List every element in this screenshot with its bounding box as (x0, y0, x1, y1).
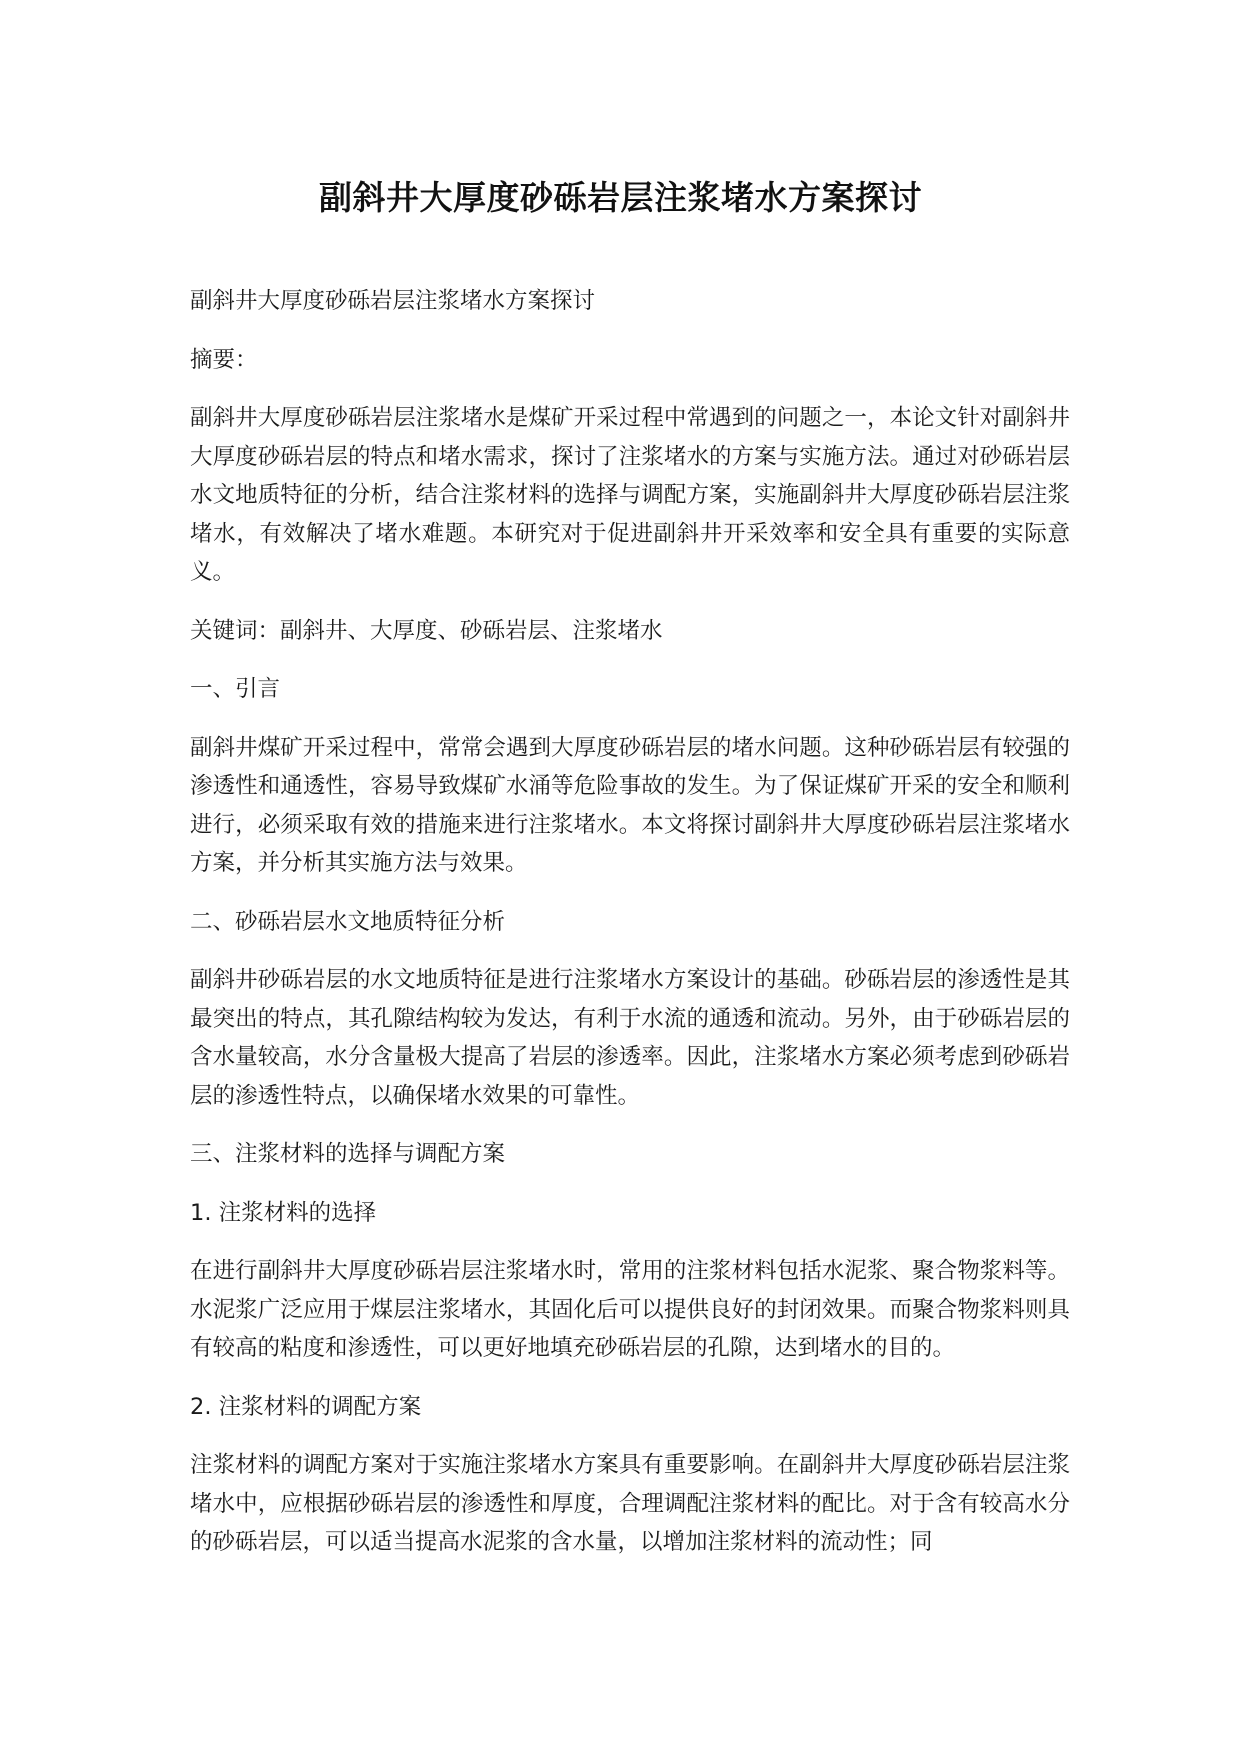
hydrogeology-paragraph: 副斜井砂砾岩层的水文地质特征是进行注浆堵水方案设计的基础。砂砾岩层的渗透性是其最突出的特点，其孔隙结构较为发达，有利于水流的通透和流动。另外，由于砂砾岩层的含水量较高，水分含量极大提高了岩层的渗透率。因此，注浆堵水方案必须考虑到砂砾岩层的渗透性特点，以确保堵水效果的可靠性。 (190, 967, 1070, 1109)
section-heading-hydrogeology: 二、砂砾岩层水文地质特征分析 (190, 908, 506, 935)
material-selection-paragraph: 在进行副斜井大厚度砂砾岩层注浆堵水时，常用的注浆材料包括水泥浆、聚合物浆料等。水泥浆广泛应用于煤层注浆堵水，其固化后可以提供良好的封闭效果。而聚合物浆料则具有较高的粘度和渗透性，可以更好地填充砂砾岩层的孔隙，达到堵水的目的。 (190, 1258, 1070, 1361)
keywords-line: 关键词：副斜井、大厚度、砂砾岩层、注浆堵水 (190, 617, 663, 644)
section-heading-materials: 三、注浆材料的选择与调配方案 (190, 1141, 506, 1167)
subsection-heading-material-selection: 1. 注浆材料的选择 (190, 1199, 377, 1226)
material-mixing-paragraph: 注浆材料的调配方案对于实施注浆堵水方案具有重要影响。在副斜井大厚度砂砾岩层注浆堵水中，应根据砂砾岩层的渗透性和厚度，合理调配注浆材料的配比。对于含有较高水分的砂砾岩层，可以适当提高水泥浆的含水量，以增加注浆材料的流动性；同 (190, 1452, 1070, 1555)
document-body (190, 282, 1070, 1582)
section-heading-introduction: 一、引言 (190, 676, 281, 702)
page-title: 副斜井大厚度砂砾岩层注浆堵水方案探讨 (319, 178, 922, 217)
subsection-heading-material-mixing: 2. 注浆材料的调配方案 (190, 1393, 422, 1420)
introduction-paragraph: 副斜井煤矿开采过程中，常常会遇到大厚度砂砾岩层的堵水问题。这种砂砾岩层有较强的渗透性和通透性，容易导致煤矿水涌等危险事故的发生。为了保证煤矿开采的安全和顺利进行，必须采取有效的措施来进行注浆堵水。本文将探讨副斜井大厚度砂砾岩层注浆堵水方案，并分析其实施方法与效果。 (190, 734, 1070, 876)
subtitle: 副斜井大厚度砂砾岩层注浆堵水方案探讨 (190, 288, 596, 314)
abstract-paragraph: 副斜井大厚度砂砾岩层注浆堵水是煤矿开采过程中常遇到的问题之一，本论文针对副斜井大厚度砂砾岩层的特点和堵水需求，探讨了注浆堵水的方案与实施方法。通过对砂砾岩层水文地质特征的分析，结合注浆材料的选择与调配方案，实施副斜井大厚度砂砾岩层注浆堵水，有效解决了堵水难题。本研究对于促进副斜井开采效率和安全具有重要的实际意义。 (190, 405, 1070, 585)
abstract-label: 摘要： (190, 346, 258, 373)
